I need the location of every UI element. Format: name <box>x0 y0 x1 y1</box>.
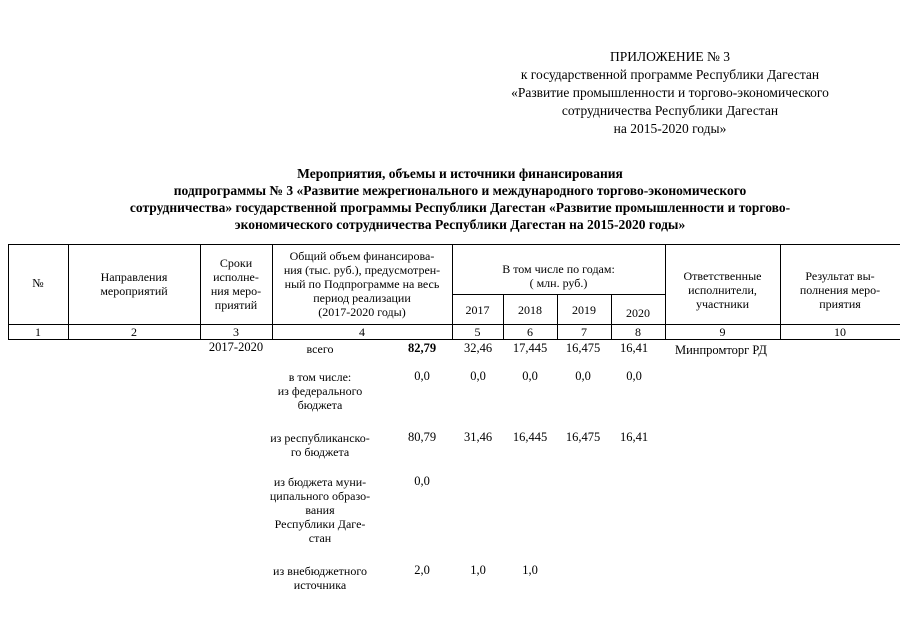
row-label-line: бюджета <box>297 398 343 412</box>
row-total: 0,0 <box>414 369 430 383</box>
row-label <box>255 370 385 412</box>
row-2017: 0,0 <box>470 369 486 383</box>
col-number: 5 <box>474 325 481 339</box>
row-label-line: стан <box>308 531 332 545</box>
appendix-line: сотрудничества Республики Дагестан <box>561 103 779 118</box>
header-terms <box>200 256 272 312</box>
appendix-line: «Развитие промышленности и торгово-экономического <box>511 85 829 100</box>
row-label-line: источника <box>293 578 347 592</box>
header-text: приятий <box>214 298 258 312</box>
row-label <box>255 431 385 459</box>
row-2020: 16,41 <box>619 430 649 444</box>
header-text: Сроки <box>219 256 253 270</box>
header-text: ния меро- <box>210 284 262 298</box>
col-number: 8 <box>635 325 641 339</box>
row-label <box>255 342 385 356</box>
row-label-line: из федерального <box>277 384 363 398</box>
row-2018: 16,445 <box>512 430 548 444</box>
row-total: 2,0 <box>414 563 430 577</box>
header-text: приятия <box>819 297 861 311</box>
header-text: участники <box>695 297 750 311</box>
header-text: Ответственные <box>683 269 762 283</box>
header-year-2018: 2018 <box>518 303 542 317</box>
header-text: (2017-2020 годы) <box>318 305 406 319</box>
appendix-line: к государственной программе Республики Дагестан <box>520 67 820 82</box>
col-number: 7 <box>581 325 587 339</box>
row-label <box>255 475 385 545</box>
row-label <box>255 564 385 592</box>
col-number: 2 <box>131 325 137 339</box>
col-number: 9 <box>719 325 726 339</box>
row-label-line: вания <box>305 503 335 517</box>
row-2017: 1,0 <box>470 563 486 577</box>
row-label-line: в том числе: <box>288 370 352 384</box>
years-subheader-divider <box>452 294 665 295</box>
row-2020: 0,0 <box>626 369 642 383</box>
row-label-line: го бюджета <box>290 445 350 459</box>
header-year-2019: 2019 <box>572 303 596 317</box>
row-2019: 16,475 <box>565 341 601 355</box>
row-label-line: всего <box>306 342 334 356</box>
col-number: 10 <box>834 325 846 339</box>
header-text: Направления <box>100 270 168 284</box>
row-2019: 0,0 <box>575 369 591 383</box>
period-cell: 2017-2020 <box>208 340 264 354</box>
row-2017: 31,46 <box>463 430 493 444</box>
col-number: 3 <box>233 325 239 339</box>
header-by-years <box>452 262 665 290</box>
header-executors <box>665 269 780 311</box>
header-text: исполнители, <box>688 283 757 297</box>
row-label-line: из бюджета муни- <box>273 475 367 489</box>
row-2020: 16,41 <box>619 341 649 355</box>
row-2018: 0,0 <box>522 369 538 383</box>
row-2019: 16,475 <box>565 430 601 444</box>
row-total: 82,79 <box>407 341 437 355</box>
col-number: 1 <box>35 325 41 339</box>
row-label-line: из внебюджетного <box>273 564 367 578</box>
header-text: полнения меро- <box>799 283 881 297</box>
header-text: исполне- <box>213 270 259 284</box>
title-line: сотрудничества» государственной программы Республики Дагестан «Развитие промышленности и торгово- <box>129 200 791 215</box>
header-direction <box>68 270 200 298</box>
header-text: В том числе по годам: <box>502 262 615 276</box>
row-total: 80,79 <box>407 430 437 444</box>
row-total: 0,0 <box>414 474 430 488</box>
col-number: 6 <box>527 325 533 339</box>
header-year-2020: 2020 <box>626 306 650 320</box>
header-text: Результат вы- <box>805 269 875 283</box>
header-text: ния (тыс. руб.), предусмотрен- <box>283 263 441 277</box>
header-text: ( млн. руб.) <box>529 276 588 290</box>
header-result <box>780 269 900 311</box>
header-year-2017: 2017 <box>465 303 490 317</box>
col-numbers-bottom-border <box>8 339 900 340</box>
title-line: экономического сотрудничества Республики Дагестан на 2015-2020 годы» <box>234 217 686 232</box>
title-line: подпрограммы № 3 «Развитие межрегионального и международного торгово-экономического <box>173 183 747 198</box>
col-number: 4 <box>359 325 365 339</box>
table-top-border <box>8 244 900 245</box>
executor-cell: Минпромторг РД <box>675 343 767 357</box>
appendix-line: ПРИЛОЖЕНИЕ № 3 <box>609 49 731 64</box>
row-label-line: ципального образо- <box>269 489 371 503</box>
row-label-line: из республиканско- <box>270 431 370 445</box>
header-text: период реализации <box>313 291 411 305</box>
header-text: Общий объем финансирова- <box>289 249 435 263</box>
appendix-line: на 2015-2020 годы» <box>613 121 727 136</box>
row-2017: 32,46 <box>463 341 493 355</box>
header-total <box>272 249 452 319</box>
header-num: № <box>32 276 44 290</box>
row-2018: 1,0 <box>522 563 538 577</box>
header-text: ный по Подпрограмме на весь <box>284 277 440 291</box>
title-line: Мероприятия, объемы и источники финансирования <box>297 166 623 181</box>
row-2018: 17,445 <box>512 341 548 355</box>
header-text: мероприятий <box>100 284 168 298</box>
row-label-line: Республики Даге- <box>274 517 366 531</box>
